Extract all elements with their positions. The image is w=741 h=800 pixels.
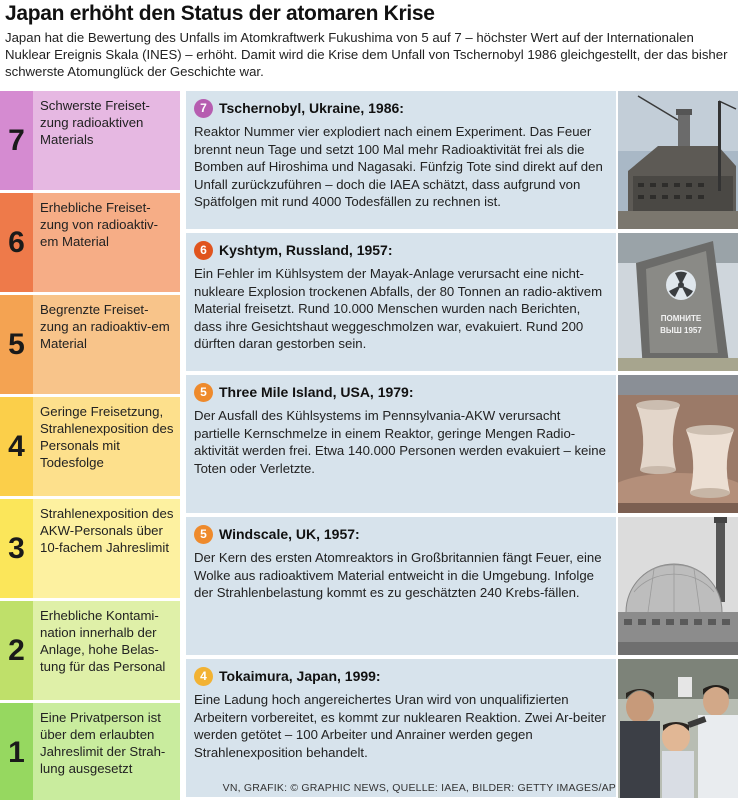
event-text: Der Ausfall des Kühlsystems im Pennsylvania-AKW verursacht partielle Kernschmelze in einem Reaktor, geringe Mengen Radio-aktivität werden frei. Etwa 140.000 Personen werden evakuiert – keine Toten oder Verletzte. (194, 408, 606, 476)
tokaimura-people-image (618, 659, 738, 798)
scale-level-description: Begrenzte Freiset-zung an radioaktiv-em Material (40, 302, 170, 351)
scale-level-number: 1 (0, 703, 33, 800)
scale-level-5 (0, 295, 180, 394)
memorial-inscription-1: ПОМНИТЕ (660, 314, 702, 323)
scale-level-4 (0, 397, 180, 496)
ines-scale (0, 91, 180, 798)
event-level-badge: 5 (194, 525, 213, 544)
event-title: Three Mile Island, USA, 1979: (219, 384, 414, 400)
scale-level-description: Schwerste Freiset-zung radioaktiven Materials (40, 98, 150, 147)
windscale-dome-image (618, 517, 738, 655)
event-card-kyshtym (186, 233, 616, 371)
event-card-chernobyl (186, 91, 616, 229)
chernobyl-plant-photo (618, 91, 738, 229)
kyshtym-memorial-image (618, 233, 738, 371)
event-title: Windscale, UK, 1957: (219, 526, 360, 542)
event-title: Tokaimura, Japan, 1999: (219, 668, 381, 684)
tokaimura-people-photo (618, 659, 738, 798)
event-level-badge: 4 (194, 667, 213, 686)
event-card-windscale (186, 517, 616, 655)
scale-level-number: 4 (0, 397, 33, 496)
scale-level-description: Eine Privatperson ist über dem erlaubten Jahreslimit der Strah-lung ausgesetzt (40, 710, 166, 776)
event-title: Kyshtym, Russland, 1957: (219, 242, 393, 258)
cooling-towers-photo (618, 375, 738, 513)
event-title: Tschernobyl, Ukraine, 1986: (219, 100, 404, 116)
memorial-inscription-2: ВЫШ 1957 (660, 326, 702, 335)
scale-level-number: 2 (0, 601, 33, 700)
scale-level-description: Erhebliche Freiset-zung von radioaktiv-em Material (40, 200, 159, 249)
scale-level-3 (0, 499, 180, 598)
event-level-badge: 7 (194, 99, 213, 118)
windscale-dome-photo (618, 517, 738, 655)
scale-level-6 (0, 193, 180, 292)
event-text: Der Kern des ersten Atomreaktors in Großbritannien fängt Feuer, eine Wolke aus radioaktivem Material entweicht in die Umgebung. Infolge der Strahlenbelastung kommt es zu geschätzten 240 Krebs-fällen. (194, 550, 602, 600)
scale-level-1 (0, 703, 180, 800)
event-text: Ein Fehler im Kühlsystem der Mayak-Anlage verursacht eine nicht-nukleare Explosion trockenen Abfalls, der 80 Tonnen an radio-aktivem Material freisetzt. Rund 10.000 Menschen wurden nach Berichten, dass ihre Gesichtshaut weggeschmolzen war, evakuiert. Rund 200 dürften daran gestorben sein. (194, 266, 603, 351)
scale-level-number: 6 (0, 193, 33, 292)
scale-level-number: 5 (0, 295, 33, 394)
scale-level-description: Strahlenexposition des AKW-Personals über 10-fachem Jahreslimit (40, 506, 174, 555)
event-card-tokaimura (186, 659, 616, 797)
event-text: Eine Ladung hoch angereichertes Uran wird von unqualifizierten Arbeitern vorbereitet, es kommt zur nuklearen Reaktion. Zwei Ar-beiter werden getötet – 100 Arbeiter und Anrainer werden gegen Strahlenexposition behandelt. (194, 692, 606, 760)
cooling-towers-image (618, 375, 738, 513)
page-title: Japan erhöht den Status der atomaren Krise (5, 2, 435, 25)
event-level-badge: 6 (194, 241, 213, 260)
page-subtitle: Japan hat die Bewertung des Unfalls im Atomkraftwerk Fukushima von 5 auf 7 – höchster Wert auf der Internationalen Nuklear Ereignis Skala (INES) – erhöht. Damit wird die Krise dem Unfall von Tschernobyl 1986 gleichgestellt, der das bisher schwerste Atomunglück der Geschichte war. (5, 30, 728, 79)
scale-level-2 (0, 601, 180, 700)
event-card-three-mile-island (186, 375, 616, 513)
scale-level-7 (0, 91, 180, 190)
event-level-badge: 5 (194, 383, 213, 402)
scale-level-number: 7 (0, 91, 33, 190)
scale-level-description: Geringe Freisetzung, Strahlenexposition des Personals mit Todesfolge (40, 404, 174, 470)
image-credit: VN, GRAFIK: © GRAPHIC NEWS, QUELLE: IAEA, BILDER: GETTY IMAGES/AP (222, 782, 616, 794)
kyshtym-memorial-photo (618, 233, 738, 371)
chernobyl-plant-image (618, 91, 738, 229)
scale-level-number: 3 (0, 499, 33, 598)
scale-level-description: Erhebliche Kontami-nation innerhalb der Anlage, hohe Belas-tung für das Personal (40, 608, 166, 674)
events-list (186, 91, 616, 798)
event-text: Reaktor Nummer vier explodiert nach einem Experiment. Das Feuer brennt neun Tage und setzt 100 Mal mehr Radioaktivität frei als die Bomben auf Hiroshima und Nagasaki. Fünfzig Tote sind direkt auf den Unfall zurückzuführen – doch die IAEA schätzt, dass aufgrund von Spätfolgen mit rund 4000 Todesfällen zu rechnen ist. (194, 124, 603, 209)
